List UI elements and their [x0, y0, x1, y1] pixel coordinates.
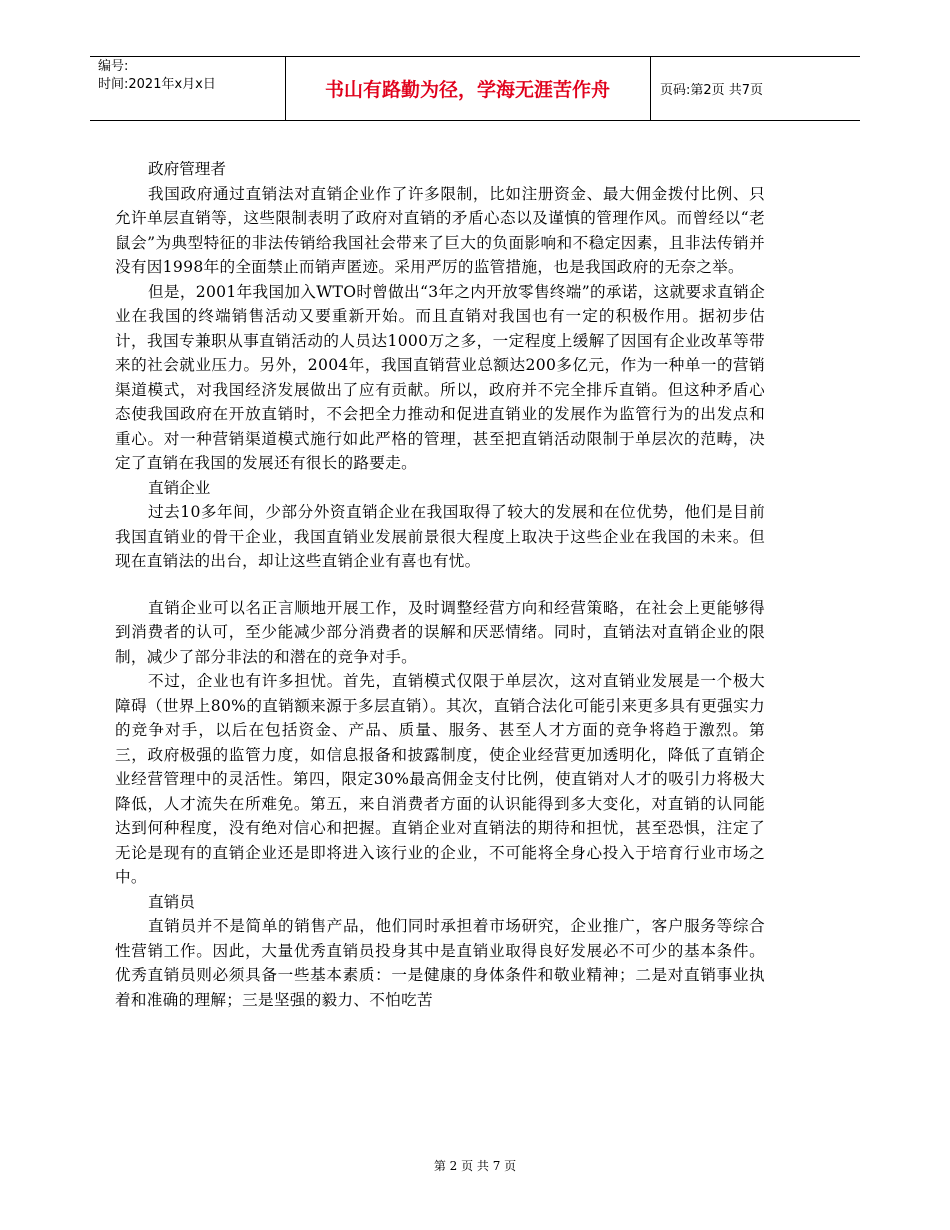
paragraph: 但是，2001年我国加入WTO时曾做出“3年之内开放零售终端”的承诺，这就要求直销企业在我国的终端销售活动又要重新开始。而且直销对我国也有一定的积极作用。据初步估计，我国专兼职从事直销活动的人员达1000万之多，一定程度上缓解了因国有企业改革等带来的社会就业压力。另外，2004年，我国直销营业总额达200多亿元，作为一种单一的营销渠道模式，对我国经济发展做出了应有贡献。所以，政府并不完全排斥直销。但这种矛盾心态使我国政府在开放直销时，不会把全力推动和促进直销业的发展作为监管行为的出发点和重心。对一种营销渠道模式施行如此严格的管理，甚至把直销活动限制于单层次的范畴，决定了直销在我国的发展还有很长的路要走。	[115, 282, 765, 472]
header-meta	[98, 58, 216, 94]
paragraph: 过去10多年间，少部分外资直销企业在我国取得了较大的发展和在位优势，他们是目前我国直销业的骨干企业，我国直销业发展前景很大程度上取决于这些企业在我国的未来。但现在直销法的出台，却让这些直销企业有喜也有忧。	[115, 503, 765, 570]
paragraph: 不过，企业也有许多担忧。首先，直销模式仅限于单层次，这对直销业发展是一个极大障碍（世界上80%的直销额来源于多层直销）。其次，直销合法化可能引来更多具有更强实力的竞争对手，以后在包括资金、产品、质量、服务、甚至人才方面的竞争将趋于激烈。第三，政府极强的监管力度，如信息报备和披露制度，使企业经营更加透明化，降低了直销企业经营管理中的灵活性。第四，限定30%最高佣金支付比例，使直销对人才的吸引力将极大降低，人才流失在所难免。第五，来自消费者方面的认识能得到多大变化，对直销的认同能达到何种程度，没有绝对信心和把握。直销企业对直销法的期待和担忧，甚至恐惧，注定了无论是现有的直销企业还是即将进入该行业的企业，不可能将全身心投入于培育行业市场之中。	[115, 672, 765, 886]
page-footer: 第 2 页 共 7 页	[433, 1159, 517, 1173]
header-time-label: 时间:2021年x月x日	[98, 77, 216, 92]
section-title-government: 政府管理者	[148, 160, 226, 178]
paragraph-gap	[115, 574, 765, 596]
header-number-label: 编号:	[98, 59, 129, 74]
document-body	[115, 157, 765, 1012]
paragraph: 我国政府通过直销法对直销企业作了许多限制，比如注册资金、最大佣金拨付比例、只允许单层直销等，这些限制表明了政府对直销的矛盾心态以及谨慎的管理作风。而曾经以“老鼠会”为典型特征的非法传销给我国社会带来了巨大的负面影响和不稳定因素，且非法传销并没有因1998年的全面禁止而销声匿迹。采用严厉的监管措施，也是我国政府的无奈之举。	[115, 184, 765, 276]
header-bottom-rule	[90, 120, 860, 121]
header-page-info: 页码:第2页 共7页	[660, 83, 764, 98]
header-motto: 书山有路勤为径，学海无涯苦作舟	[324, 79, 610, 101]
header-divider-right	[650, 56, 651, 120]
section-title-enterprise: 直销企业	[148, 478, 211, 497]
section-title-salesperson: 直销员	[148, 892, 195, 911]
header-top-rule	[90, 56, 860, 57]
paragraph: 直销企业可以名正言顺地开展工作，及时调整经营方向和经营策略，在社会上更能够得到消费者的认可，至少能减少部分消费者的误解和厌恶情绪。同时，直销法对直销企业的限制，减少了部分非法的和潜在的竞争对手。	[115, 598, 765, 666]
paragraph: 直销员并不是简单的销售产品，他们同时承担着市场研究，企业推广，客户服务等综合性营销工作。因此，大量优秀直销员投身其中是直销业取得良好发展必不可少的基本条件。优秀直销员则必须具备一些基本素质：一是健康的身体条件和敬业精神；二是对直销事业执着和准确的理解；三是坚强的毅力、不怕吃苦	[115, 917, 765, 1009]
